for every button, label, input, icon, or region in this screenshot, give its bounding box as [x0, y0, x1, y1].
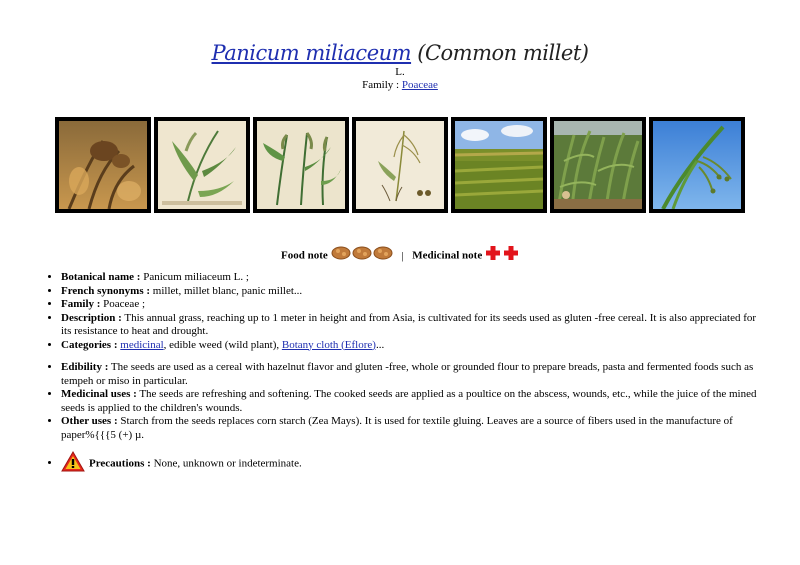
list-item-edibility: • Edibility : The seeds are used as a cereal with hazelnut flavor and gluten -free, whole or grounded flour to prepare breads, pasta and fermented foods such as tempeh or miso in particular.	[61, 361, 768, 388]
notes-bar	[0, 244, 800, 268]
warning-icon	[61, 451, 85, 477]
family-link[interactable]: Poaceae	[401, 79, 438, 91]
list-item-description: • Description : This annual grass, reaching up to 1 meter in height and from Asia, is cultivated for its seeds used as gluten -free cereal. It is also appreciated for its resistance to heat and drought.	[61, 312, 768, 339]
list-item-medicinal: • Medicinal uses : The seeds are refreshing and softening. The cooked seeds are applied as a poultice on the abscess, wounds, etc., while the juice of the mined seeds is applied to the children's wounds.	[61, 388, 768, 415]
latin-name-link[interactable]: Panicum miliaceum	[211, 41, 412, 65]
food-note-label: Food note	[281, 249, 328, 262]
info-list-2	[48, 361, 768, 442]
page-title	[0, 40, 800, 66]
botanical-illustration-plant-icon	[158, 121, 246, 209]
info-list-1	[48, 271, 768, 352]
medicinal-note-label: Medicinal note	[412, 249, 483, 262]
millet-crop-closeup-icon	[554, 121, 642, 209]
plant-details	[48, 271, 768, 477]
category-link-botany-cloth[interactable]: Botany cloth (Eflore)	[281, 338, 376, 351]
food-icon	[331, 244, 393, 268]
list-item-categories: • Categories : medicinal, edible weed (wild plant), Botany cloth (Eflore)...	[61, 339, 768, 353]
gallery-thumb-1[interactable]	[55, 117, 151, 213]
common-name: (Common millet)	[417, 41, 589, 65]
botanical-illustration-sketch-icon	[356, 121, 444, 209]
list-item-botanical: • Botanical name : Panicum miliaceum L. ;	[61, 271, 768, 285]
family-label: Family :	[362, 79, 400, 91]
notes-separator: |	[401, 249, 404, 262]
millet-field-icon	[455, 121, 543, 209]
family-line	[0, 79, 800, 92]
gallery-thumb-3[interactable]	[253, 117, 349, 213]
list-item-precautions: • Precautions : None, unknown or indeterminate.	[61, 451, 768, 477]
author: L.	[395, 66, 405, 78]
image-gallery	[55, 117, 745, 213]
gallery-thumb-5[interactable]	[451, 117, 547, 213]
millet-stem-sky-icon	[653, 121, 741, 209]
info-list-3	[48, 451, 768, 477]
gallery-thumb-6[interactable]	[550, 117, 646, 213]
list-item-synonyms: • French synonyms : millet, millet blanc, panic millet...	[61, 285, 768, 299]
botanical-illustration-panicles-icon	[257, 121, 345, 209]
gallery-thumb-4[interactable]	[352, 117, 448, 213]
gallery-thumb-2[interactable]	[154, 117, 250, 213]
list-item-other-uses: • Other uses : Starch from the seeds replaces corn starch (Zea Mays). It is used for textile gluing. Leaves are a source of fibers used in the manufacture of paper%{{{5 (+) µ.	[61, 415, 768, 442]
list-item-family: • Family : Poaceae ;	[61, 298, 768, 312]
category-link-medicinal[interactable]: medicinal	[120, 338, 164, 351]
red-cross-icon	[485, 245, 519, 267]
header	[0, 40, 800, 92]
millet-panicle-closeup-icon	[59, 121, 147, 209]
gallery-thumb-7[interactable]	[649, 117, 745, 213]
